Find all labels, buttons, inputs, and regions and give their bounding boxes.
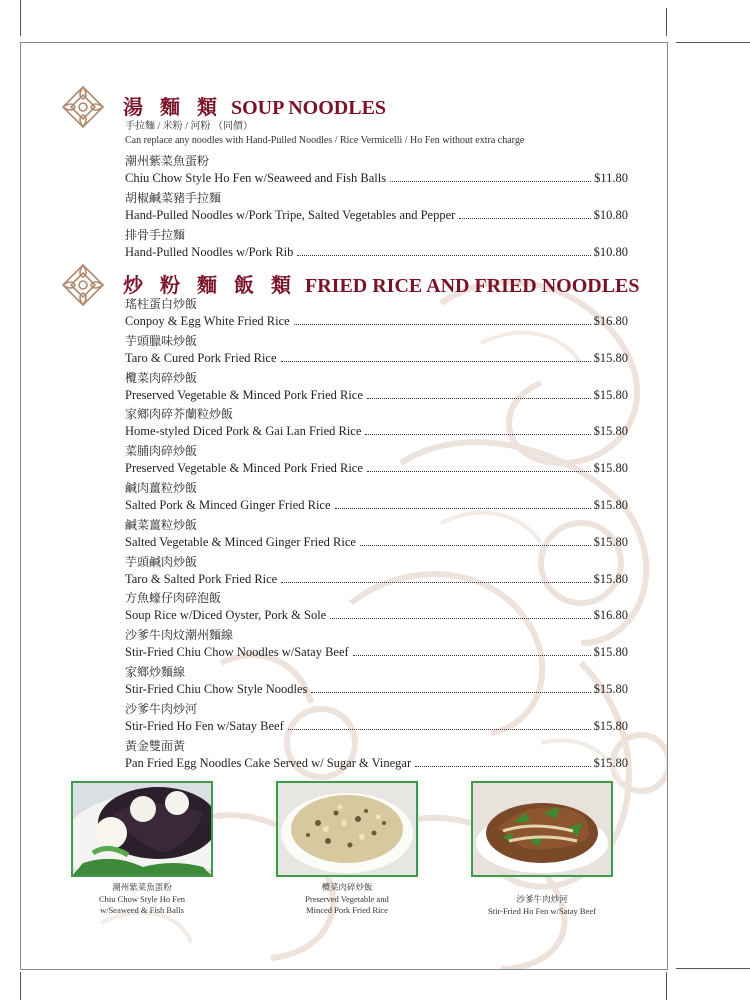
menu-item [125, 190, 628, 227]
menu-item [125, 480, 628, 517]
menu-item [125, 370, 628, 407]
item-name-zh: 鹹肉薑粒炒飯 [125, 480, 198, 495]
item-name-en: Taro & Cured Pork Fried Rice [125, 350, 277, 365]
caption-en: w/Seaweed & Fish Balls [100, 905, 184, 915]
item-price: $15.80 [593, 534, 628, 549]
dish-photo-satay-beef-ho-fen [471, 781, 613, 877]
leader-dots [281, 581, 590, 583]
caption-zh: 潮州紫菜魚蛋粉 [112, 883, 172, 893]
item-name-zh: 胡椒鹹菜豬手拉麵 [125, 190, 222, 205]
menu-item [125, 227, 628, 264]
menu-item [125, 517, 628, 554]
item-price: $15.80 [593, 645, 628, 660]
photo-caption [462, 895, 622, 917]
section-title-fried-rice-noodles: 炒 粉 麵 飯 類 FRIED RICE AND FRIED NOODLES [123, 275, 640, 297]
leader-dots [459, 217, 590, 219]
crop-mark [676, 968, 750, 969]
menu-item [125, 443, 628, 480]
item-price: $10.80 [593, 207, 628, 222]
item-name-en: Hand-Pulled Noodles w/Pork Rib [125, 244, 294, 259]
leader-dots [360, 544, 591, 546]
item-name-en: Stir-Fried Chiu Chow Noodles w/Satay Beef [125, 645, 349, 660]
item-name-en: Pan Fried Egg Noodles Cake Served w/ Sugar & Vinegar [125, 755, 412, 770]
item-name-en: Conpoy & Egg White Fried Rice [125, 314, 290, 328]
item-name-zh: 瑤柱蛋白炒飯 [125, 297, 198, 311]
item-price: $15.80 [593, 387, 628, 402]
ornament-icon [61, 263, 105, 307]
dish-photos [71, 781, 617, 931]
crop-mark [666, 8, 667, 36]
item-name-en: Soup Rice w/Diced Oyster, Pork & Sole [125, 608, 327, 623]
leader-dots [294, 323, 591, 325]
fried-rice-noodles-list [125, 296, 628, 774]
leader-dots [311, 691, 590, 693]
photo-caption [267, 883, 427, 916]
item-name-en: Preserved Vegetable & Minced Pork Fried Rice [125, 387, 363, 402]
item-name-zh: 欖菜肉碎炒飯 [125, 370, 198, 385]
item-name-en: Chiu Chow Style Ho Fen w/Seaweed and Fish Balls [125, 171, 387, 185]
item-name-zh: 沙爹牛肉炆潮州麵線 [125, 628, 234, 643]
section-note-en: Can replace any noodles with Hand-Pulled Noodles / Rice Vermicelli / Ho Fen without extra charge [125, 135, 525, 146]
crop-mark [666, 972, 667, 1000]
item-price: $15.80 [593, 461, 628, 476]
item-name-en: Preserved Vegetable & Minced Pork Fried Rice [125, 461, 363, 476]
item-price: $15.80 [593, 755, 628, 770]
item-name-zh: 芋頭鹹肉炒飯 [125, 554, 198, 569]
soup-noodles-list [125, 153, 628, 263]
menu-page [20, 42, 668, 970]
caption-en: Minced Pork Fried Rice [306, 905, 388, 915]
leader-dots [288, 728, 591, 730]
item-price: $15.80 [593, 350, 628, 365]
item-name-zh: 沙爹牛肉炒河 [125, 701, 198, 716]
item-name-zh: 家鄉肉碎芥蘭粒炒飯 [125, 407, 234, 422]
item-price: $15.80 [593, 424, 628, 439]
item-price: $15.80 [593, 718, 628, 733]
leader-dots [415, 765, 591, 767]
menu-item [125, 664, 628, 701]
crop-mark [676, 42, 750, 43]
item-name-en: Salted Pork & Minced Ginger Fried Rice [125, 497, 331, 512]
item-price: $16.80 [593, 608, 628, 623]
item-name-zh: 菜脯肉碎炒飯 [125, 444, 198, 459]
item-name-zh: 潮州紫菜魚蛋粉 [125, 154, 210, 168]
leader-dots [390, 180, 591, 182]
menu-item [125, 406, 628, 443]
dish-photo-seaweed-fish-balls [71, 781, 213, 877]
item-name-en: Stir-Fried Ho Fen w/Satay Beef [125, 718, 284, 733]
leader-dots [297, 254, 590, 256]
caption-zh: 沙爹牛肉炒河 [516, 895, 568, 905]
caption-en: Stir-Fried Ho Fen w/Satay Beef [488, 906, 596, 916]
crop-mark [20, 0, 21, 36]
leader-dots [353, 654, 591, 656]
caption-en: Preserved Vegetable and [305, 894, 389, 904]
item-name-zh: 黃金雙面黃 [125, 738, 186, 753]
item-price: $15.80 [593, 571, 628, 586]
leader-dots [330, 617, 590, 619]
section-note-zh: 手拉麵 / 米粉 / 河粉 （同價） [125, 121, 254, 132]
leader-dots [335, 507, 591, 509]
caption-zh: 欖菜肉碎炒飯 [321, 883, 373, 893]
item-name-zh: 排骨手拉麵 [125, 227, 186, 242]
item-price: $15.80 [593, 497, 628, 512]
item-name-en: Stir-Fried Chiu Chow Style Noodles [125, 681, 308, 696]
menu-item [125, 701, 628, 738]
item-name-zh: 方魚蠔仔肉碎泡飯 [125, 591, 222, 606]
photo-caption [62, 883, 222, 916]
menu-item [125, 590, 628, 627]
leader-dots [281, 360, 591, 362]
leader-dots [367, 397, 591, 399]
crop-mark [20, 972, 21, 1000]
menu-item [125, 738, 628, 775]
item-name-zh: 鹹菜薑粒炒飯 [125, 517, 198, 532]
item-name-en: Taro & Salted Pork Fried Rice [125, 571, 278, 586]
item-name-en: Salted Vegetable & Minced Ginger Fried Rice [125, 534, 356, 549]
leader-dots [365, 433, 590, 435]
item-name-en: Home-styled Diced Pork & Gai Lan Fried Rice [125, 424, 362, 439]
caption-en: Chiu Chow Style Ho Fen [99, 894, 185, 904]
menu-item [125, 554, 628, 591]
dish-photo-fried-rice [276, 781, 418, 877]
menu-item [125, 296, 628, 333]
item-name-en: Hand-Pulled Noodles w/Pork Tripe, Salted Vegetables and Pepper [125, 207, 456, 222]
section-title-soup-noodles: 湯 麵 類 SOUP NOODLES [123, 97, 387, 119]
item-price: $15.80 [593, 681, 628, 696]
ornament-icon [61, 85, 105, 129]
item-price: $11.80 [594, 171, 628, 185]
item-name-zh: 芋頭臘味炒飯 [125, 333, 198, 348]
leader-dots [367, 470, 591, 472]
item-price: $10.80 [593, 244, 628, 259]
menu-item [125, 333, 628, 370]
item-price: $16.80 [593, 314, 628, 328]
menu-item [125, 627, 628, 664]
menu-item [125, 153, 628, 190]
item-name-zh: 家鄉炒麵線 [125, 664, 186, 679]
